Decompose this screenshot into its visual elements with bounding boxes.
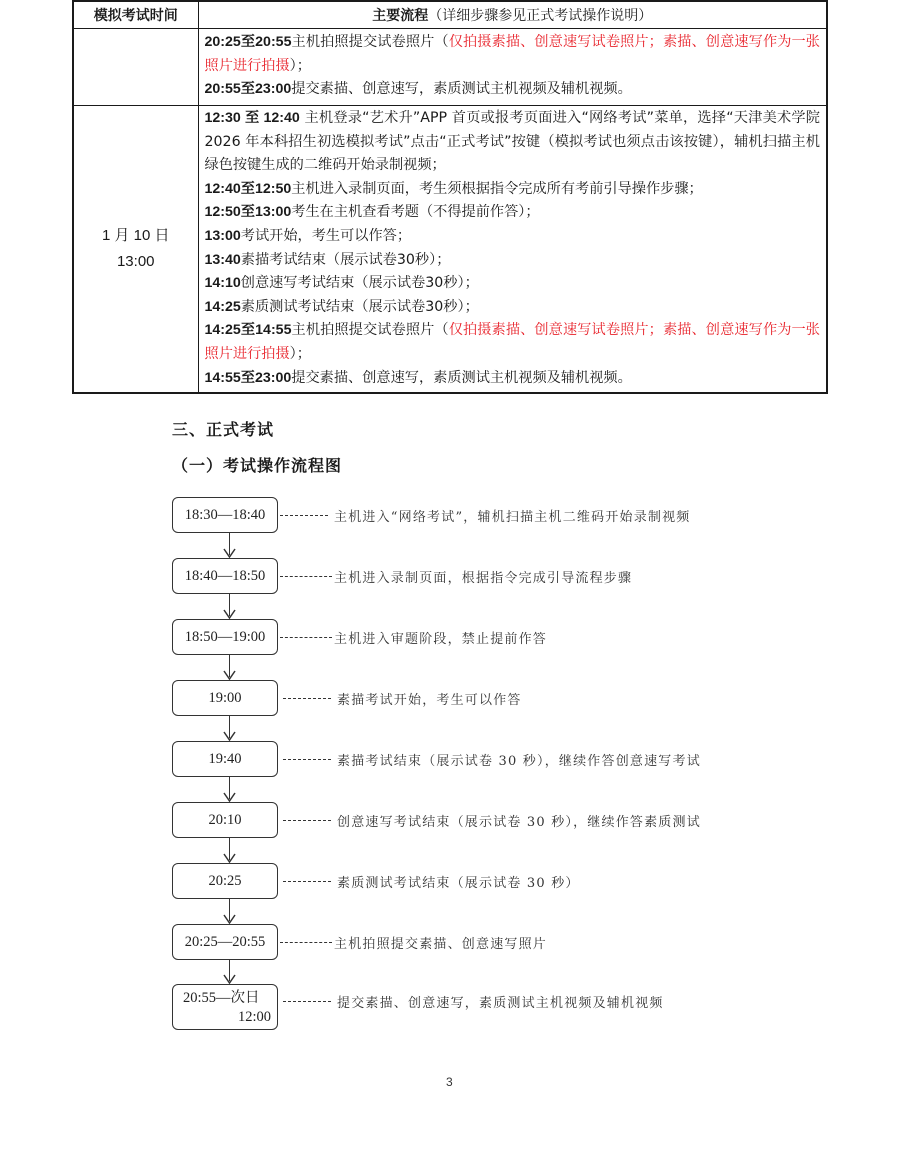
flow-step-desc: 主机进入录制页面，根据指令完成引导流程步骤 xyxy=(334,571,633,586)
flow-step-box: 20:25—20:55 xyxy=(172,924,278,960)
red-note: 仅拍摄素描、创意速写试卷照片；素描、创意速写作为一张照片进行拍摄 xyxy=(204,322,820,362)
start-time-label: 13:00 xyxy=(116,253,155,271)
dashed-connector xyxy=(283,1001,331,1002)
flow-step-box: 20:10 xyxy=(172,802,278,838)
flow-step-desc: 素描考试结束（展示试卷 30 秒），继续作答创意速写考试 xyxy=(337,754,701,769)
flow-step-box: 20:25 xyxy=(172,863,278,899)
flow-line: 12:30 至 12:40 主机登录“艺术升”APP 首页或报考页面进入“网络考试”菜单，选择“天津美术学院 2026 年本科招生初选模拟考试”点击“正式考试”按键（模拟考试也须点击该按键），辅机扫描主机绿色按键生成的二维码开始录制视频； xyxy=(204,110,820,174)
dashed-connector xyxy=(280,515,328,516)
flow-line: 14:10创意速写考试结束（展示试卷30秒）； xyxy=(204,275,479,292)
dashed-connector xyxy=(283,698,331,699)
section-heading: 三、正式考试 xyxy=(172,420,275,439)
flow-step-box xyxy=(172,984,278,1030)
flow-step-box: 18:40—18:50 xyxy=(172,558,278,594)
flow-line: 13:40素描考试结束（展示试卷30秒）； xyxy=(204,251,451,268)
dashed-connector xyxy=(283,759,331,760)
flow-line: 14:25素质测试考试结束（展示试卷30秒）； xyxy=(204,298,479,315)
flow-step-desc: 素描考试开始，考生可以作答 xyxy=(337,693,522,708)
flow-line: 20:25至20:55主机拍照提交试卷照片（仅拍摄素描、创意速写试卷照片；素描、创意速写作为一张照片进行拍摄）； xyxy=(204,34,820,74)
header-main-flow: 主要流程（详细步骤参见正式考试操作说明） xyxy=(198,1,827,29)
page-number: 3 xyxy=(446,1075,453,1089)
flow-line: 14:55至23:00提交素描、创意速写，素质测试主机视频及辅机视频。 xyxy=(204,369,632,386)
flow-line: 20:55至23:00提交素描、创意速写，素质测试主机视频及辅机视频。 xyxy=(204,81,632,98)
flow-step-desc: 素质测试考试结束（展示试卷 30 秒） xyxy=(337,876,580,891)
dashed-connector xyxy=(280,942,332,943)
flow-step-box: 19:00 xyxy=(172,680,278,716)
flow-step-box: 18:30—18:40 xyxy=(172,497,278,533)
dashed-connector xyxy=(280,637,332,638)
subsection-heading: （一）考试操作流程图 xyxy=(172,456,343,475)
dashed-connector xyxy=(280,576,332,577)
red-note: 仅拍摄素描、创意速写试卷照片；素描、创意速写作为一张照片进行拍摄 xyxy=(204,34,820,74)
header-mock-exam-time: 模拟考试时间 xyxy=(73,1,198,29)
flow-step-desc: 主机进入审题阶段，禁止提前作答 xyxy=(334,632,548,647)
date-label: 1 月 10 日 xyxy=(101,227,170,245)
flow-line: 14:25至14:55主机拍照提交试卷照片（仅拍摄素描、创意速写试卷照片；素描、创意速写作为一张照片进行拍摄）； xyxy=(204,322,820,362)
flow-step-desc: 提交素描、创意速写，素质测试主机视频及辅机视频 xyxy=(337,996,664,1011)
flow-step-desc: 主机进入“网络考试”，辅机扫描主机二维码开始录制视频 xyxy=(334,510,691,525)
flow-step-time-line1: 20:55—次日 xyxy=(183,990,260,1006)
flow-step-desc: 创意速写考试结束（展示试卷 30 秒），继续作答素质测试 xyxy=(337,815,701,830)
flow-step-box: 18:50—19:00 xyxy=(172,619,278,655)
dashed-connector xyxy=(283,881,331,882)
flow-step-desc: 主机拍照提交素描、创意速写照片 xyxy=(334,937,548,952)
flow-step-box: 19:40 xyxy=(172,741,278,777)
flow-step-time-line2: 12:00 xyxy=(237,1009,271,1025)
flow-line: 12:50至13:00考生在主机查看考题（不得提前作答）； xyxy=(204,204,540,221)
flow-line: 13:00考试开始，考生可以作答； xyxy=(204,227,412,244)
dashed-connector xyxy=(283,820,331,821)
flow-line: 12:40至12:50主机进入录制页面，考生须根据指令完成所有考前引导操作步骤； xyxy=(204,180,703,197)
